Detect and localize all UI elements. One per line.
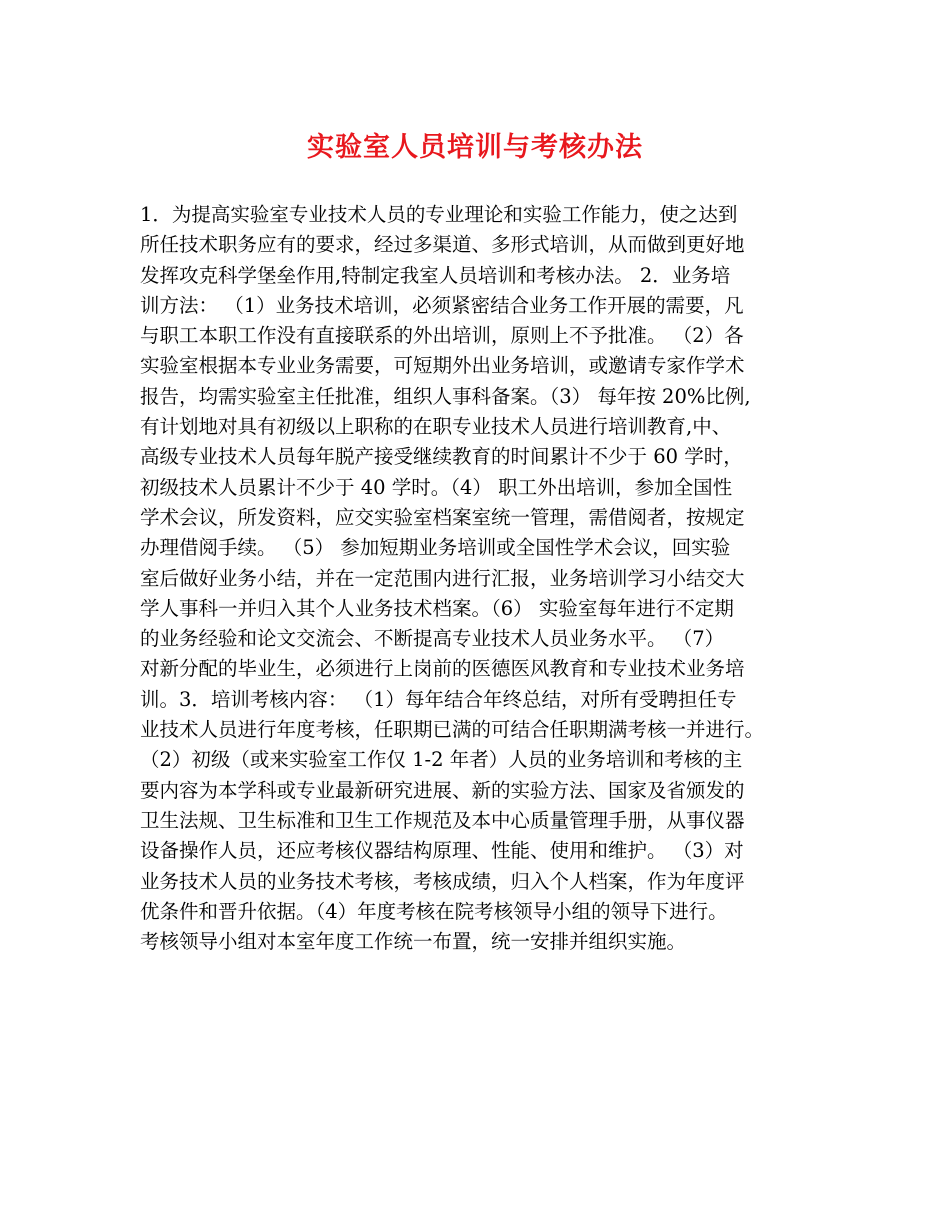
body-line: 学术会议，所发资料，应交实验室档案室统一管理，需借阅者，按规定 (140, 505, 745, 529)
body-line: 考核领导小组对本室年度工作统一布置，统一安排并组织实施。 (140, 930, 687, 954)
body-line: 业技术人员进行年度考核，任职期已满的可结合任职期满考核一并进行。 (140, 718, 765, 742)
body-line: 1．为提高实验室专业技术人员的专业理论和实验工作能力，使之达到 (140, 203, 738, 226)
body-line: 有计划地对具有初级以上职称的在职专业技术人员进行培训教育,中、 (140, 415, 732, 439)
body-line: （2）初级（或来实验室工作仅 1-2 年者）人员的业务培训和考核的主 (140, 748, 743, 772)
body-line: 的业务经验和论文交流会、不断提高专业技术人员业务水平。 （7） (140, 627, 725, 651)
body-line: 训方法： （1）业务技术培训，必须紧密结合业务工作开展的需要，凡 (140, 293, 744, 317)
document-title: 实验室人员培训与考核办法 (307, 132, 643, 163)
body-line: 学人事科一并归入其个人业务技术档案。（6） 实验室每年进行不定期 (140, 596, 734, 620)
document-body (140, 200, 830, 957)
body-line: 办理借阅手续。 （5） 参加短期业务培训或全国性学术会议，回实验 (140, 536, 731, 560)
body-line: 训。3．培训考核内容： （1）每年结合年终总结，对所有受聘担任专 (140, 687, 737, 711)
body-line: 室后做好业务小结，并在一定范围内进行汇报，业务培训学习小结交大 (140, 566, 745, 590)
body-line: 高级专业技术人员每年脱产接受继续教育的时间累计不少于 60 学时， (140, 445, 743, 469)
body-line: 发挥攻克科学堡垒作用,特制定我室人员培训和考核办法。 2．业务培 (140, 263, 731, 287)
body-line: 与职工本职工作没有直接联系的外出培训，原则上不予批准。 （2）各 (140, 324, 744, 348)
body-line: 设备操作人员，还应考核仪器结构原理、性能、使用和维护。 （3）对 (140, 839, 744, 863)
body-line: 卫生法规、卫生标准和卫生工作规范及本中心质量管理手册，从事仪器 (140, 808, 745, 832)
body-line: 初级技术人员累计不少于 40 学时。（4） 职工外出培训，参加全国性 (140, 475, 733, 499)
body-line: 对新分配的毕业生，必须进行上岗前的医德医风教育和专业技术业务培 (140, 657, 745, 681)
body-line: 要内容为本学科或专业最新研究进展、新的实验方法、国家及省颁发的 (140, 778, 745, 802)
body-line: 业务技术人员的业务技术考核，考核成绩，归入个人档案，作为年度评 (140, 869, 745, 893)
body-line: 所任技术职务应有的要求，经过多渠道、多形式培训，从而做到更好地 (140, 233, 745, 257)
body-line: 报告，均需实验室主任批准，组织人事科备案。（3） 每年按 20%比例, (140, 384, 751, 408)
body-line: 优条件和晋升依据。（4）年度考核在院考核领导小组的领导下进行。 (140, 899, 728, 923)
body-line: 实验室根据本专业业务需要，可短期外出业务培训，或邀请专家作学术 (140, 354, 745, 378)
